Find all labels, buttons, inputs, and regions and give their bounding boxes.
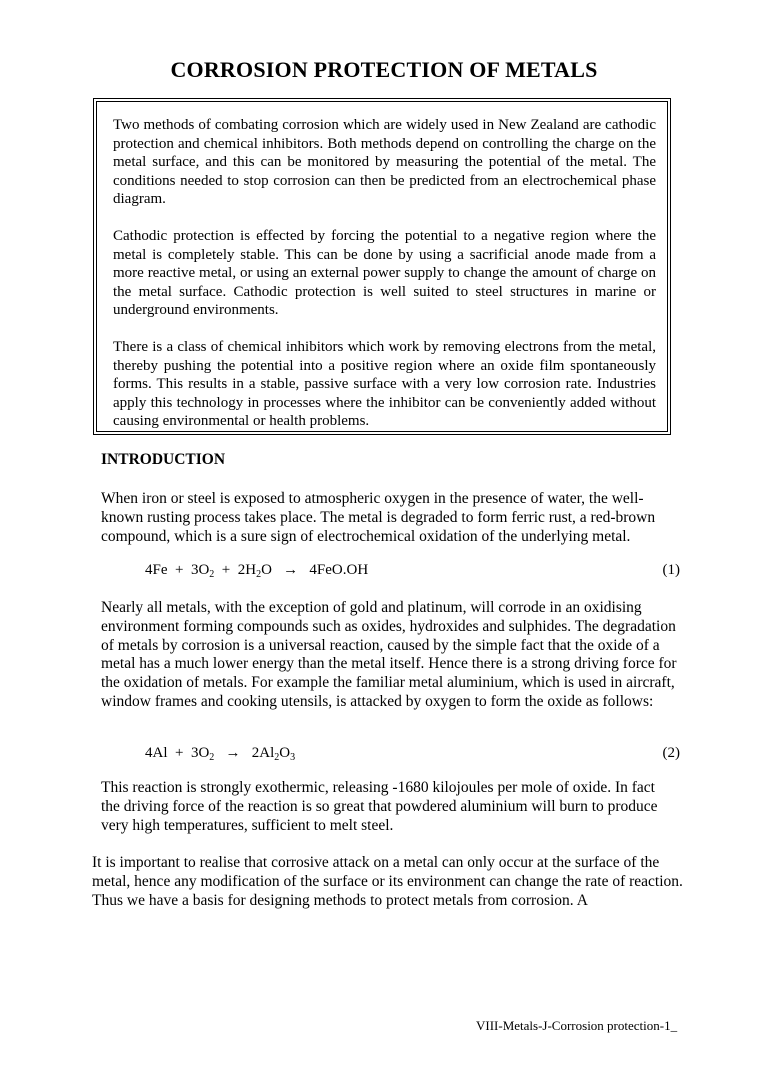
equation-number: (1): [662, 562, 680, 578]
abstract-paragraph: Cathodic protection is effected by forcing the potential to a negative region where the metal is completely stable. This can be done by using a sacrificial anode made from a more reactive metal, or using an external power supply to change the amount of charge on the metal surface. Cathodic protection is well suited to steel structures in marine or underground environments.: [113, 227, 656, 319]
body-paragraph: Nearly all metals, with the exception of gold and platinum, will corrode in an oxidising environment forming compounds such as oxides, hydroxides and sulphides. The degradation of metals by corrosion is a universal reaction, caused by the simple fact that the oxide of a metal has a much lower energy than the metal itself. Hence there is a strong driving force for the oxidation of metals. For example the familiar metal aluminium, which is used in aircraft, window frames and cooking utensils, is attacked by oxygen to form the oxide as follows:: [101, 599, 677, 710]
equation-number: (2): [662, 745, 680, 761]
page-title: CORROSION PROTECTION OF METALS: [170, 57, 598, 82]
abstract-box: [93, 98, 671, 435]
page-footer: VIII-Metals-J-Corrosion protection-1_: [476, 1018, 678, 1033]
body-paragraph: It is important to realise that corrosive attack on a metal can only occur at the surface of the metal, hence any modification of the surface or its environment can change the rate of reaction. Thus we have a basis for designing methods to protect metals from corrosion. A: [92, 854, 683, 909]
abstract-paragraph: There is a class of chemical inhibitors which work by removing electrons from the metal, thereby pushing the potential into a positive region where an oxide film spontaneously forms. This results in a stable, passive surface with a very low corrosion rate. Industries apply this technology in processes where the inhibitor can be conveniently added without causing environmental or health problems.: [113, 338, 656, 430]
equation-1: [145, 562, 680, 582]
section-heading-introduction: INTRODUCTION: [101, 451, 226, 468]
body-paragraph: This reaction is strongly exothermic, releasing -1680 kilojoules per mole of oxide. In fact the driving force of the reaction is so great that powdered aluminium will burn to produce very high temperatures, sufficient to melt steel.: [101, 779, 658, 834]
equation-formula: $4Al + 3O_2 \to 2Al_2O_3$: [145, 745, 296, 763]
equation-2: [145, 745, 680, 765]
equation-formula: $4Fe + 3O_2 + 2H_2O \to 4FeO.OH$: [145, 562, 369, 580]
body-paragraph: When iron or steel is exposed to atmospheric oxygen in the presence of water, the well-known rusting process takes place. The metal is degraded to form ferric rust, a red-brown compound, which is a sure sign of electrochemical oxidation of the underlying metal.: [101, 490, 656, 545]
abstract-paragraph: Two methods of combating corrosion which are widely used in New Zealand are cathodic protection and chemical inhibitors. Both methods depend on controlling the charge on the metal surface, and this can be monitored by measuring the potential of the metal. The conditions needed to stop corrosion can then be predicted from an electrochemical phase diagram.: [113, 117, 656, 208]
